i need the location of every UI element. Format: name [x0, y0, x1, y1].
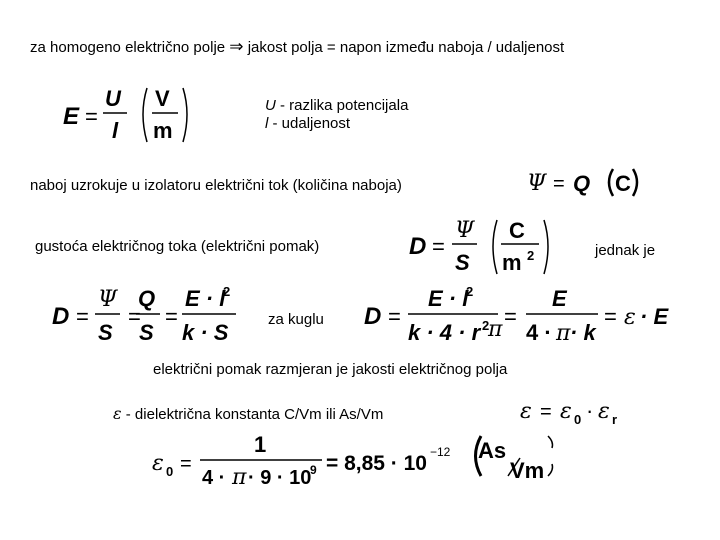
legend-l-sym: l	[265, 115, 269, 132]
formula-psi-unit: C	[615, 171, 631, 196]
eps0-sub: 0	[574, 412, 582, 427]
sphere-sup-2a: 2	[466, 284, 474, 299]
formula-psi-q: Q	[573, 171, 591, 196]
sphere-pi-2: π	[556, 321, 571, 346]
sphere-den-2a: 4 ·	[526, 320, 552, 345]
eps0-result-exp: −12	[430, 445, 451, 459]
eps0-unit-num: As	[478, 438, 507, 463]
paren-left	[143, 88, 147, 142]
eps0-unit-den: Vm	[510, 458, 545, 483]
eps-dot: ·	[586, 398, 594, 423]
formula-E-lhs: E	[63, 103, 80, 130]
chain-psi: Ψ	[98, 287, 118, 312]
legend-l-row	[265, 115, 408, 133]
formula-D-lhs: D	[409, 233, 427, 260]
chain-eq-3: =	[165, 304, 178, 329]
legend-u-row	[265, 97, 408, 115]
chain-S-1: S	[98, 320, 113, 345]
formula-epsilon	[518, 396, 648, 430]
intro-text-a: za homogeno električno polje	[30, 39, 226, 56]
formula-field-strength	[55, 80, 195, 150]
sphere-E-l: E · l	[428, 286, 469, 311]
eps0-lhs-sub: 0	[166, 464, 174, 479]
sphere-D: D	[364, 303, 382, 330]
formula-E-unit-num: V	[155, 86, 170, 111]
sphere-E: E	[552, 286, 567, 311]
epsr: ε	[598, 399, 610, 424]
sphere-den-2b: · k	[570, 320, 596, 345]
paren-right	[183, 88, 187, 142]
sphere-den-1: k · 4 · r	[408, 320, 481, 345]
sphere-sup-2b: 2	[482, 318, 490, 333]
eps0-result: = 8,85 · 10	[326, 452, 427, 475]
paren-right	[544, 220, 548, 274]
chain-Q: Q	[138, 286, 156, 311]
formula-eps0	[150, 428, 570, 492]
formula-D-eq: =	[432, 234, 445, 259]
chain-eq-1: =	[76, 304, 89, 329]
eps0-lhs: ε	[152, 451, 164, 476]
eps0-den-pi: π	[232, 465, 247, 490]
charge-line: naboj uzrokuje u izolatoru električni tok (količina naboja)	[30, 177, 402, 194]
formula-D-unit-den: m	[502, 250, 522, 275]
paren-right-bottom	[548, 464, 553, 476]
chain-D: D	[52, 303, 70, 330]
formula-D-unit-num: C	[509, 218, 525, 243]
legend-u-l	[265, 97, 408, 133]
paren-left	[609, 169, 613, 196]
chain-eq-2: =	[128, 304, 141, 329]
eps0-den-b: · 9 · 10	[248, 467, 312, 489]
legend-l-desc: - udaljenost	[268, 115, 351, 132]
formula-flux	[525, 164, 655, 204]
intro-line	[30, 37, 564, 57]
sphere-dot-E: · E	[640, 304, 669, 329]
epsilon-symbol: ε	[113, 404, 122, 423]
eps0-eq: =	[180, 453, 192, 475]
formula-displacement-chain	[50, 284, 250, 350]
eps-lhs: ε	[520, 399, 532, 424]
implies-arrow: ⇒	[229, 37, 244, 56]
epsr-sub: r	[612, 412, 618, 427]
eps0: ε	[560, 399, 572, 424]
epsilon-desc: - dielektrična konstanta C/Vm ili As/Vm	[121, 406, 384, 423]
legend-u-desc: - razlika potencijala	[275, 97, 409, 114]
formula-E-num: U	[105, 86, 121, 111]
formula-psi-eq: =	[553, 173, 565, 195]
sphere-eps: ε	[624, 305, 636, 330]
paren-left	[493, 220, 497, 274]
equals-label: jednak je	[595, 242, 656, 259]
formula-E-unit-den: m	[153, 118, 173, 143]
chain-S-2: S	[139, 320, 154, 345]
sphere-eq-3: =	[604, 304, 617, 329]
chain-sup-2: 2	[223, 284, 231, 299]
sphere-eq-1: =	[388, 304, 401, 329]
density-line: gustoća električnog toka (električni pomak)	[35, 238, 320, 255]
eps0-den-a: 4 ·	[202, 467, 226, 489]
paren-right	[633, 169, 637, 196]
formula-displacement	[405, 214, 565, 280]
formula-E-eq: =	[85, 104, 98, 129]
formula-D-num: Ψ	[455, 218, 475, 243]
sphere-eq-2: =	[504, 304, 517, 329]
formula-D-den: S	[455, 250, 470, 275]
eps0-den-exp: 9	[310, 463, 317, 477]
intro-text-b: jakost polja = napon između naboja / udaljenost	[247, 39, 565, 56]
formula-D-unit-exp: 2	[527, 248, 535, 263]
paren-right-top	[548, 436, 553, 448]
displacement-line: električni pomak razmjeran je jakosti električnog polja	[153, 361, 508, 378]
formula-sphere	[362, 284, 682, 350]
chain-k-S: k · S	[182, 320, 229, 345]
formula-E-den: l	[112, 118, 119, 143]
eps-eq: =	[540, 401, 552, 423]
sphere-label: za kuglu	[268, 311, 324, 328]
chain-E-l: E · l	[185, 286, 226, 311]
legend-u-sym: U	[265, 97, 276, 114]
formula-psi-lhs: Ψ	[527, 171, 547, 196]
epsilon-legend	[113, 404, 383, 423]
eps0-num: 1	[254, 432, 267, 457]
sphere-pi-1: π	[488, 317, 503, 342]
